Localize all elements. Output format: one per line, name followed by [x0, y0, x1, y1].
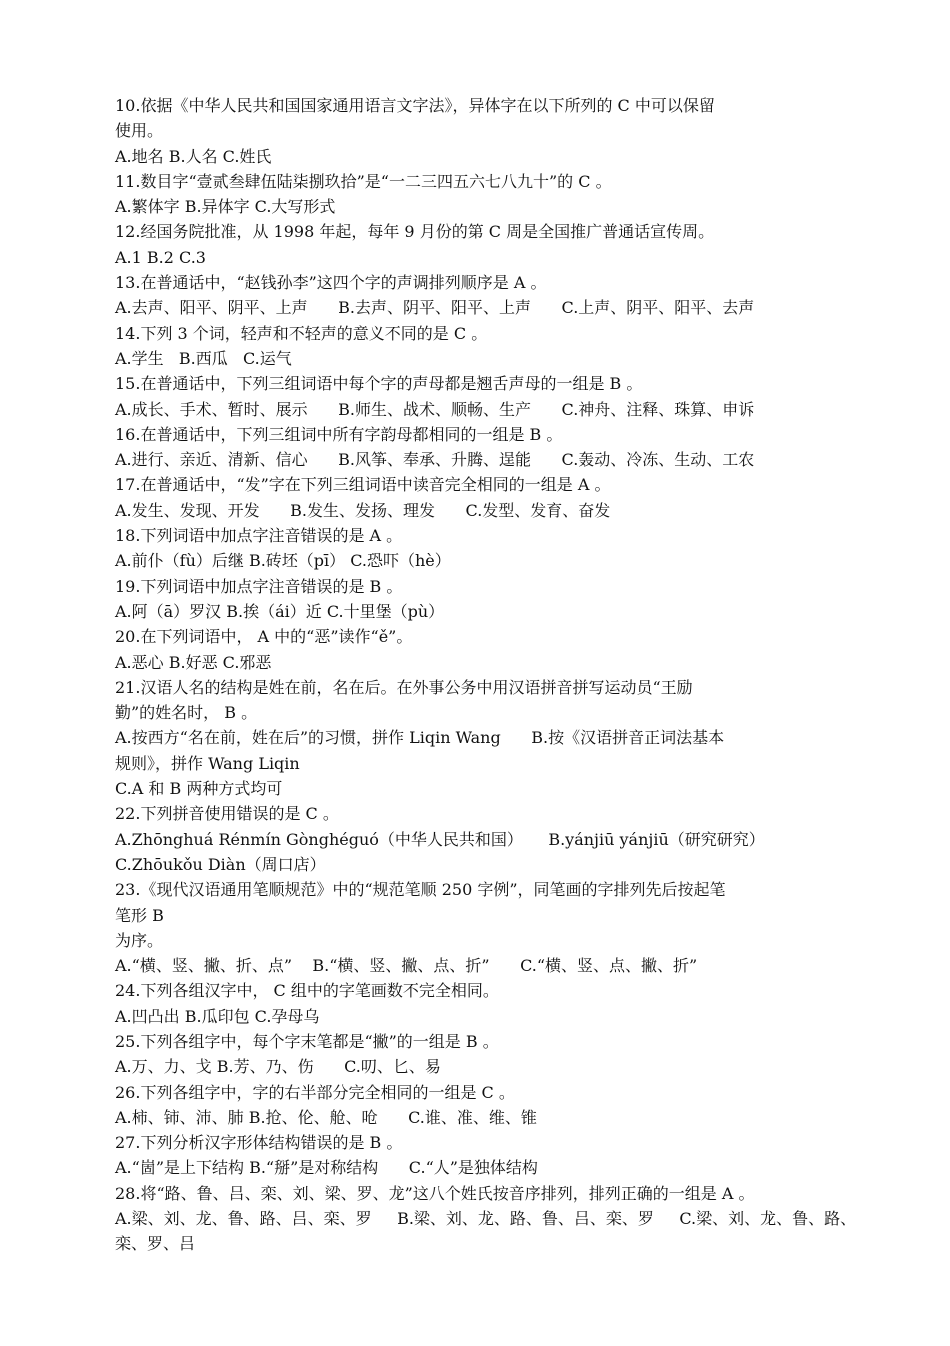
text-line: 22.下列拼音使用错误的是 C 。: [115, 804, 339, 824]
text-line: A.发生、发现、开发 B.发生、发扬、理发 C.发型、发育、奋发: [115, 500, 611, 520]
text-line: 23.《现代汉语通用笔顺规范》中的“规范笔顺 250 字例”，同笔画的字排列先后按起笔: [115, 880, 726, 900]
text-line: A.恶心 B.好恶 C.邪恶: [115, 652, 272, 672]
text-line: 11.数目字“壹贰叁肆伍陆柒捌玖拾”是“一二三四五六七八九十”的 C 。: [115, 171, 612, 191]
text-line: 勤”的姓名时， B 。: [115, 703, 258, 723]
text-line: A.梁、刘、龙、鲁、路、吕、栾、罗 B.梁、刘、龙、路、鲁、吕、栾、罗 C.梁、刘、龙、鲁、路、: [115, 1209, 857, 1229]
text-line: 16.在普通话中，下列三组词中所有字韵母都相同的一组是 B 。: [115, 424, 563, 444]
text-line: A.1 B.2 C.3: [115, 247, 206, 267]
text-line: A.去声、阳平、阴平、上声 B.去声、阴平、阳平、上声 C.上声、阴平、阳平、去声: [115, 298, 755, 318]
text-line: 笔形 B: [115, 905, 164, 925]
text-line: 19.下列词语中加点字注音错误的是 B 。: [115, 576, 403, 596]
text-line: 17.在普通话中，“发”字在下列三组词语中读音完全相同的一组是 A 。: [115, 475, 611, 495]
text-line: A.繁体字 B.异体字 C.大写形式: [115, 197, 336, 217]
text-line: 13.在普通话中，“赵钱孙李”这四个字的声调排列顺序是 A 。: [115, 273, 547, 293]
text-line: 21.汉语人名的结构是姓在前，名在后。在外事公务中用汉语拼音拼写运动员“王励: [115, 677, 693, 697]
text-line: A.学生 B.西瓜 C.运气: [115, 348, 292, 368]
text-line: A.万、力、戈 B.芳、乃、伤 C.叨、匕、易: [115, 1057, 441, 1077]
document-page: [115, 93, 857, 1257]
text-line: C.Zhōukǒu Diàn（周口店）: [115, 854, 326, 874]
text-line: A.成长、手术、暂时、展示 B.师生、战术、顺畅、生产 C.神舟、注释、珠算、申诉: [115, 399, 755, 419]
text-line: 28.将“路、鲁、吕、栾、刘、梁、罗、龙”这八个姓氏按音序排列，排列正确的一组是 A 。: [115, 1183, 755, 1203]
text-line: 24.下列各组汉字中， C 组中的字笔画数不完全相同。: [115, 981, 499, 1001]
text-line: 15.在普通话中，下列三组词语中每个字的声母都是翘舌声母的一组是 B 。: [115, 374, 643, 394]
text-line: C.A 和 B 两种方式均可: [115, 779, 283, 799]
text-line: A.柿、铈、沛、肺 B.抢、伦、舱、呛 C.谁、准、维、锥: [115, 1107, 537, 1127]
text-line: 使用。: [115, 121, 164, 141]
text-line: A.地名 B.人名 C.姓氏: [115, 146, 272, 166]
text-line: 栾、罗、吕: [115, 1234, 196, 1254]
text-line: 26.下列各组字中，字的右半部分完全相同的一组是 C 。: [115, 1082, 515, 1102]
text-line: A.Zhōnghuá Rénmín Gònghéguó（中华人民共和国） B.yánjiū yánjiū（研究研究）: [115, 829, 765, 849]
text-line: A.“横、竖、撇、折、点” B.“横、竖、撇、点、折” C.“横、竖、点、撇、折”: [115, 956, 698, 976]
text-line: 规则》，拼作 Wang Liqin: [115, 753, 300, 773]
text-line: 18.下列词语中加点字注音错误的是 A 。: [115, 526, 403, 546]
text-line: 14.下列 3 个词，轻声和不轻声的意义不同的是 C 。: [115, 323, 488, 343]
text-line: 12.经国务院批准，从 1998 年起，每年 9 月份的第 C 周是全国推广普通话宣传周。: [115, 222, 715, 242]
text-line: 25.下列各组字中，每个字末笔都是“撇”的一组是 B 。: [115, 1031, 499, 1051]
text-line: 为序。: [115, 930, 164, 950]
text-line: A.按西方“名在前，姓在后”的习惯，拼作 Liqin Wang B.按《汉语拼音正词法基本: [115, 728, 725, 748]
text-line: A.前仆（fù）后继 B.砖坯（pī） C.恐吓（hè）: [115, 551, 451, 571]
text-line: 27.下列分析汉字形体结构错误的是 B 。: [115, 1133, 403, 1153]
text-line: A.凹凸出 B.瓜印包 C.孕母乌: [115, 1006, 320, 1026]
text-line: A.阿（ā）罗汉 B.挨（ái）近 C.十里堡（pù）: [115, 601, 445, 621]
text-line: A.“崮”是上下结构 B.“掰”是对称结构 C.“人”是独体结构: [115, 1158, 538, 1178]
text-line: 20.在下列词语中， A 中的“恶”读作“ě”。: [115, 627, 413, 647]
text-line: A.进行、亲近、清新、信心 B.风筝、奉承、升腾、逞能 C.轰动、冷冻、生动、工农: [115, 450, 755, 470]
text-line: 10.依据《中华人民共和国国家通用语言文字法》，异体字在以下所列的 C 中可以保留: [115, 96, 715, 115]
